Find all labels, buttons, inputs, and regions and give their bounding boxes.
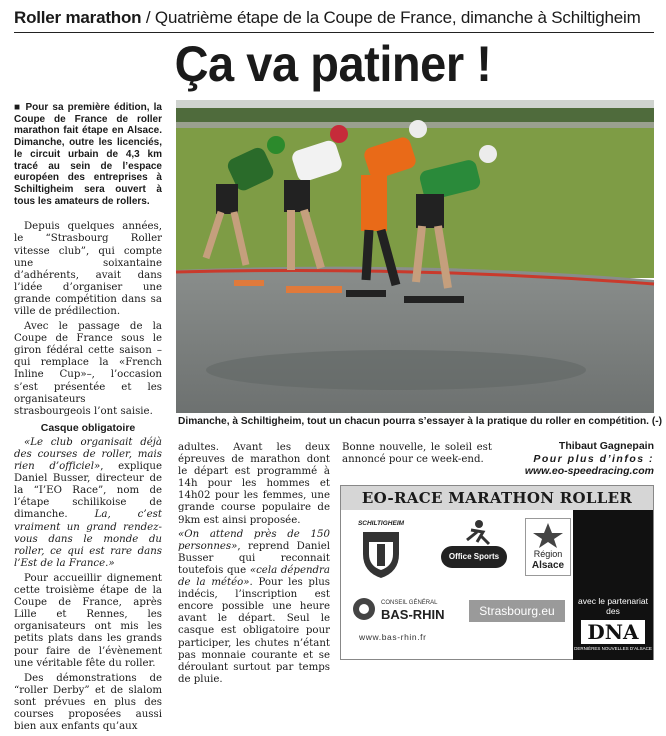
dna-partner-block	[573, 510, 653, 660]
alsace-word: Alsace	[531, 560, 565, 571]
cg-line1: CONSEIL GÉNÉRAL	[381, 600, 438, 606]
cg-line2: BAS-RHIN	[381, 607, 445, 622]
kicker-bold: Roller marathon	[14, 8, 142, 27]
cg-url[interactable]: www.bas-rhin.fr	[359, 632, 427, 642]
paragraph: Pour accueillir dignement cette troisième étape de la Coupe de France, après Lille et Rennes, les organisateurs ont mis les petits plats dans les grands pour faire de l’évènement une véritable fête du roller.	[14, 572, 162, 669]
quote: «cela dépendra de la météo»	[178, 564, 331, 589]
shield-icon	[349, 528, 413, 580]
paragraph: Bonne nouvelle, le soleil est annoncé pour ce week-end.	[342, 442, 492, 466]
region-alsace-logo	[525, 518, 571, 576]
article-intro: ■ Pour sa première édition, la Coupe de France de roller marathon fait étape en Alsace. Dimanche, outre les licenciés, le circuit urbain de 4,3 km tracé au sein de l’espace européen des entreprises à Schiltigheim sera ouvert à tous les amateurs de rollers.	[14, 102, 162, 207]
ad-title: EO-RACE MARATHON ROLLER	[341, 486, 653, 510]
subheading: Casque obligatoire	[40, 421, 136, 434]
article-column-1	[14, 102, 162, 736]
kicker-rest: / Quatrième étape de la Coupe de France, dimanche à Schiltigheim	[141, 8, 641, 27]
quote-tail: , reprend Daniel Busser qui reconnait toutefois que	[178, 540, 330, 576]
quote: «On attend près de 150 personnes»	[178, 528, 330, 552]
kicker	[14, 8, 654, 28]
dna-subtitle: DERNIÈRES NOUVELLES D’ALSACE	[574, 646, 652, 651]
more-info-label: Pour plus d’infos :	[533, 452, 654, 465]
paragraph-quote	[14, 437, 162, 570]
region-word: Région	[533, 549, 563, 559]
schiltigheim-logo	[349, 520, 413, 580]
byline	[525, 440, 654, 478]
strasbourg-logo: Strasbourg.eu	[469, 600, 565, 622]
headline: Ça va patiner !	[174, 36, 492, 92]
paragraph: Des démonstrations de “roller Derby” et de slalom sont prévues en plus des courses proposées aussi bien aux enfants qu’aux	[14, 672, 162, 733]
paragraph: Avec le passage de la Coupe de France sous le giron fédéral cette saison –qui remplace la «French Inline Cup»–, l’occasion s’est présentée et les organisateurs strasbourgeois l’ont saisie.	[14, 321, 162, 417]
author-name: Thibaut Gagnepain	[558, 440, 654, 452]
conseil-general-logo	[351, 590, 459, 646]
skaters-illustration	[176, 100, 654, 413]
paragraph: adultes. Avant les deux épreuves de marathon dont le départ est programmé à 14h pour les hommes et 14h02 pour les femmes, une grande course populaire de 9km est ainsi proposée.	[178, 442, 330, 526]
quote-tail: , explique Daniel Busser, directeur de la “I’EO Race”, nom de l’étape schilikoise de dimanche.	[14, 461, 162, 521]
top-rule	[14, 32, 654, 33]
region-label	[526, 549, 570, 571]
quote: «Le club organisait déjà des courses de roller, mais rien d’officiel»	[14, 436, 162, 473]
sponsor-ad	[340, 485, 654, 660]
article-column-3	[342, 442, 492, 466]
schiltigheim-label: SCHILTIGHEIM	[357, 520, 405, 527]
photo-caption: Dimanche, à Schiltigheim, tout un chacun pourra s’essayer à la pratique du roller en compétition. (-)	[178, 416, 663, 427]
runner-icon	[431, 518, 513, 548]
info-url[interactable]: www.eo-speedracing.com	[524, 465, 654, 477]
race-photo	[176, 100, 654, 413]
office-sports-label: Office Sports	[441, 546, 507, 568]
quote-tail: . Pour les plus indécis, l’inscription est encore possible une heure avant le départ. Seul le casque est obligatoire pour participer, les chutes n’étant pas monnaie courante et se déroulant surtout par temps de pluie.	[178, 577, 330, 685]
article-column-2	[178, 442, 330, 688]
quote: La, c’est vraiment un grand rendez-vous dans le monde du roller, ce qui est rare dans l’Est de la France.»	[14, 509, 162, 569]
partner-text: avec le partenariat des	[578, 596, 648, 616]
paragraph-quote	[178, 529, 330, 686]
paragraph: Depuis quelques années, le “Strasbourg Roller vitesse club”, qui compte une soixantaine d’adhérents, avait dans l’idée d’organiser une grande compétition dans sa ville de prédilection.	[14, 221, 162, 317]
star-icon	[526, 521, 570, 549]
emblem-icon	[351, 596, 377, 622]
office-sports-logo	[431, 518, 513, 580]
dna-logo: DNA	[581, 620, 645, 644]
